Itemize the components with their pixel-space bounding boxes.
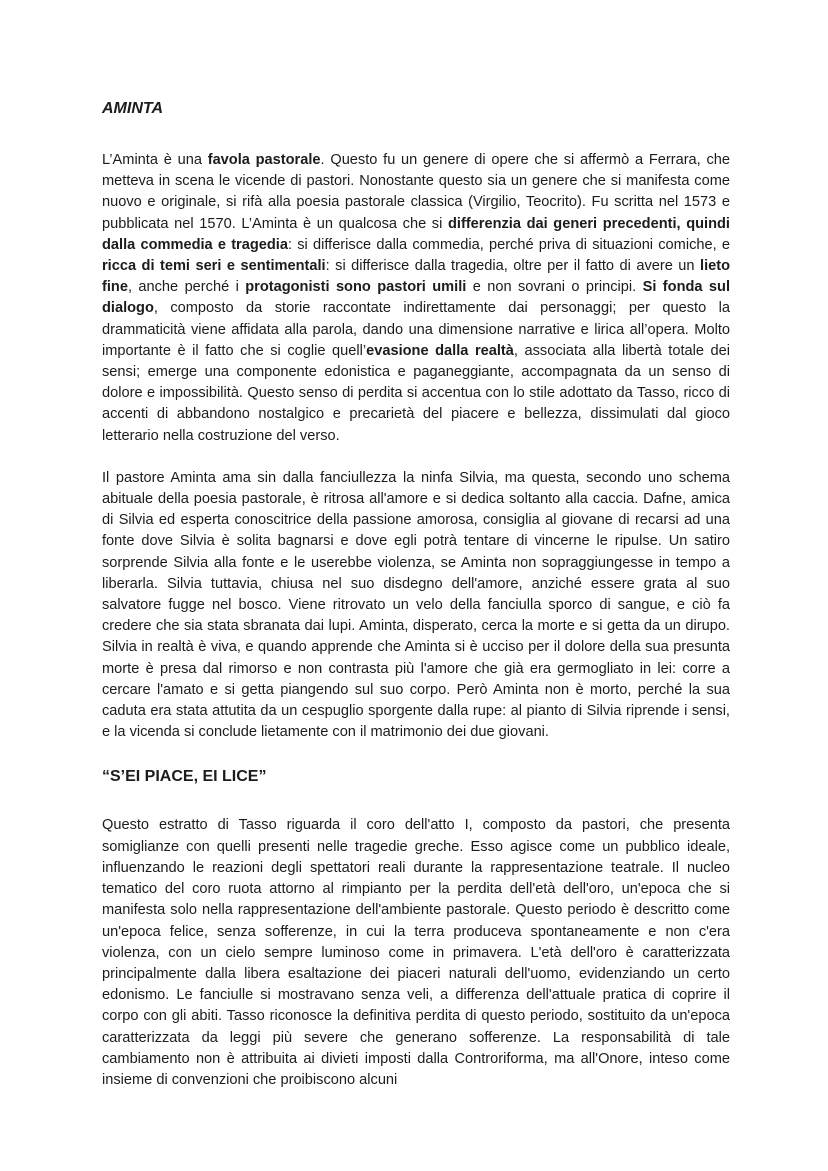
body-text: : si differisce dalla tragedia, oltre per il fatto di avere un <box>325 258 701 275</box>
emphasis-text: favola pastorale <box>207 152 321 168</box>
section-title-aminta: AMINTA <box>102 100 164 117</box>
body-text: L’Aminta è una <box>102 152 208 168</box>
body-text: e non sovrani o principi. <box>466 279 643 296</box>
body-text: : si differisce dalla commedia, perché priva di situazioni comiche, e <box>287 236 730 253</box>
body-text: , associata alla libertà totale dei sensi; emerge una componente edonistica e paganeggiante, accompagnata da un senso di dolore e impossibilità. Questo senso di perdita si accentua con lo stile adottato da Tasso, ricco di accenti di abbandono nostalgico e precarietà del piacere e bellezza, dissimulati dal gioco letterario nella costruzione del verso. <box>102 342 731 444</box>
emphasis-text: evasione dalla realtà <box>366 342 514 359</box>
body-text: . Questo fu un genere di opere che si affermò a Ferrara, che metteva in scena le vicende di pastori. Nonostante questo sia un genere che si manifesta come nuovo e originale, si rifà alla poesia pastorale classica (Virgilio, Teocrito). Fu scritta nel 1573 e pubblicata nel 1570. L’Aminta è un qualcosa che si <box>102 152 731 232</box>
emphasis-text: lieto fine <box>102 258 731 296</box>
paragraph-plot: Il pastore Aminta ama sin dalla fanciullezza la ninfa Silvia, ma questa, secondo uno schema abituale della poesia pastorale, è ritrosa all'amore e si dedica soltanto alla caccia. Dafne, amica di Silvia ed esperta conoscitrice della passione amorosa, consiglia al giovane di recarsi ad una fonte dove Silvia è solita bagnarsi e dove egli potrà tentare di vincerne le ripulse. Un satiro sorprende Silvia alla fonte e le userebbe violenza, se Aminta non sopraggiungesse in tempo a liberarla. Silvia tuttavia, chiusa nel suo disdegno dell'amore, anziché essere grata al suo salvatore fugge nel bosco. Viene ritrovato un velo della fanciulla sporco di sangue, e ciò fa credere che sia stata sbranata dai lupi. Aminta, disperato, cerca la morte e si getta da un dirupo. Silvia in realtà è viva, e quando apprende che Aminta si è ucciso per il dolore della sua presunta morte è presa dal rimorso e non contrasta più l'amore che già era germogliato in lei: corre a cercare l'amato e si getta piangendo sul suo corpo. Però Aminta non è morto, perché la sua caduta era stata attutita da un cespuglio sporgente dalla rupe: al pianto di Silvia riprende i sensi, e la vicenda si conclude lietamente con il matrimonio dei due giovani. <box>102 469 730 741</box>
section-title-chorus: “S’EI PIACE, EI LICE” <box>102 768 267 786</box>
emphasis-text: differenzia dai generi precedenti, quindi dalla commedia e tragedia <box>102 215 730 253</box>
paragraph-intro <box>102 150 730 447</box>
body-text: , anche perché i <box>127 279 246 296</box>
emphasis-text: Si fonda sul dialogo <box>102 279 731 317</box>
body-text: , composto da storie raccontate indirettamente dai personaggi; per questo la drammaticità viene affidata alla parola, dando una dimensione narrative e lirica all’opera. Molto importante è il fatto che si coglie quell’ <box>102 300 730 359</box>
paragraph-chorus: Questo estratto di Tasso riguarda il coro dell'atto I, composto da pastori, che presenta somiglianze con quelli presenti nelle tragedie greche. Esso agisce come un pubblico ideale, influenzando le reazioni degli spettatori reali durante la rappresentazione teatrale. Il nucleo tematico del coro ruota attorno al rimpianto per la perdita dell'età dell'oro, un'epoca che si manifesta solo nella rappresentazione dell'ambiente pastorale. Questo periodo è descritto come un'epoca felice, senza sofferenze, in cui la terra produceva spontaneamente e non c'era violenza, con un cielo sempre luminoso come in primavera. L'età dell'oro è caratterizzata principalmente dalla libera esaltazione dei piaceri naturali dell'uomo, evidenziando un certo edonismo. Le fanciulle si mostravano senza veli, a differenza dell'attuale pratica di coprire il corpo con gli abiti. Tasso riconosce la definitiva perdita di questo periodo, sostituito da un'epoca caratterizzata da leggi più severe che generano sofferenze. La responsabilità di tale cambiamento non è attribuita ai divieti imposti dalla Controriforma, ma all'Onore, inteso come insieme di convenzioni che proibiscono alcuni <box>102 817 730 1088</box>
emphasis-text: protagonisti sono pastori umili <box>245 279 467 296</box>
emphasis-text: ricca di temi seri e sentimentali <box>102 258 326 275</box>
